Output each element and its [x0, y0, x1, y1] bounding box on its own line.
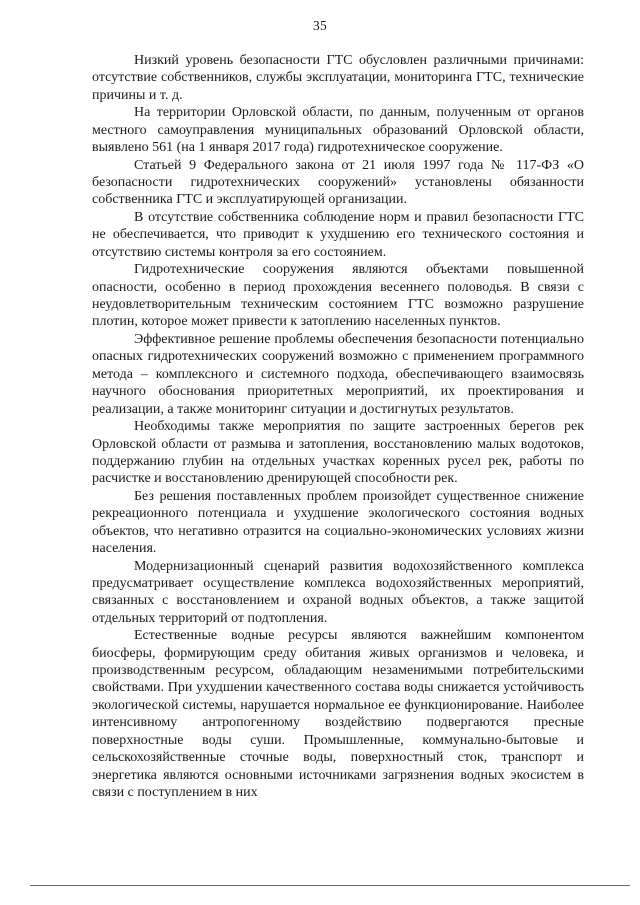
paragraph-3: Статьей 9 Федерального закона от 21 июля 1997 года № 117-ФЗ «О безопасности гидротехнических сооружений» установлены обязанности собственника ГТС и эксплуатирующей организации. — [92, 157, 584, 208]
paragraph-7: Необходимы также мероприятия по защите застроенных берегов рек Орловской области от размыва и затопления, восстановлению малых водотоков, поддержанию глубин на отдельных участках коренных русел рек, работы по расчистке и восстановлению дренирующей способности рек. — [92, 419, 584, 487]
document-body — [92, 52, 584, 801]
paragraph-8: Без решения поставленных проблем произойдет существенное снижение рекреационного потенциала и ухудшение экологического состояния водных объектов, что негативно отразится на социально-экономических условиях жизни населения. — [92, 488, 584, 557]
paragraph-6: Эффективное решение проблемы обеспечения безопасности потенциально опасных гидротехнических сооружений возможно с применением программного метода – комплексного и системного подхода, обеспечивающего взаимосвязь научного обоснования приоритетных мероприятий, их проектирования и реализации, а также мониторинг ситуации и достигнутых результатов. — [92, 331, 584, 417]
paragraph-4: В отсутствие собственника соблюдение норм и правил безопасности ГТС не обеспечивается, что приводит к ухудшению его технического состояния и отсутствию системы контроля за его состоянием. — [92, 209, 584, 260]
bottom-rule — [30, 885, 630, 886]
page-number: 35 — [312, 18, 328, 33]
paragraph-2: На территории Орловской области, по данным, полученным от органов местного самоуправления муниципальных образований Орловской области, выявлено 561 (на 1 января 2017 года) гидротехническое сооружение. — [92, 105, 584, 156]
paragraph-9: Модернизационный сценарий развития водохозяйственного комплекса предусматривает осуществление комплекса водохозяйственных мероприятий, связанных с восстановлением и охраной водных объектов, а также защитой отдельных территорий от подтопления. — [92, 558, 584, 626]
paragraph-1: Низкий уровень безопасности ГТС обусловлен различными причинами: отсутствие собственников, службы эксплуатации, мониторинга ГТС, технические причины и т. д. — [92, 53, 584, 103]
paragraph-5: Гидротехнические сооружения являются объектами повышенной опасности, особенно в период прохождения весеннего половодья. В связи с неудовлетворительным техническим состоянием ГТС возможно разрушение плотин, которое может привести к затоплению населенных пунктов. — [92, 262, 584, 330]
paragraph-10: Естественные водные ресурсы являются важнейшим компонентом биосферы, формирующим среду обитания живых организмов и человека, и производственным ресурсом, обладающим незаменимыми потребительскими свойствами. При ухудшении качественного состава воды снижается устойчивость экологической системы, нарушается нормальное ее функционирование. Наиболее интенсивному антропогенному воздействию подвергаются пресные поверхностные воды суши. Промышленные, коммунально-бытовые и сельскохозяйственные сточные воды, поверхностный сток, транспорт и энергетика являются основными источниками загрязнения водных экосистем в связи с поступлением в них — [92, 628, 584, 800]
